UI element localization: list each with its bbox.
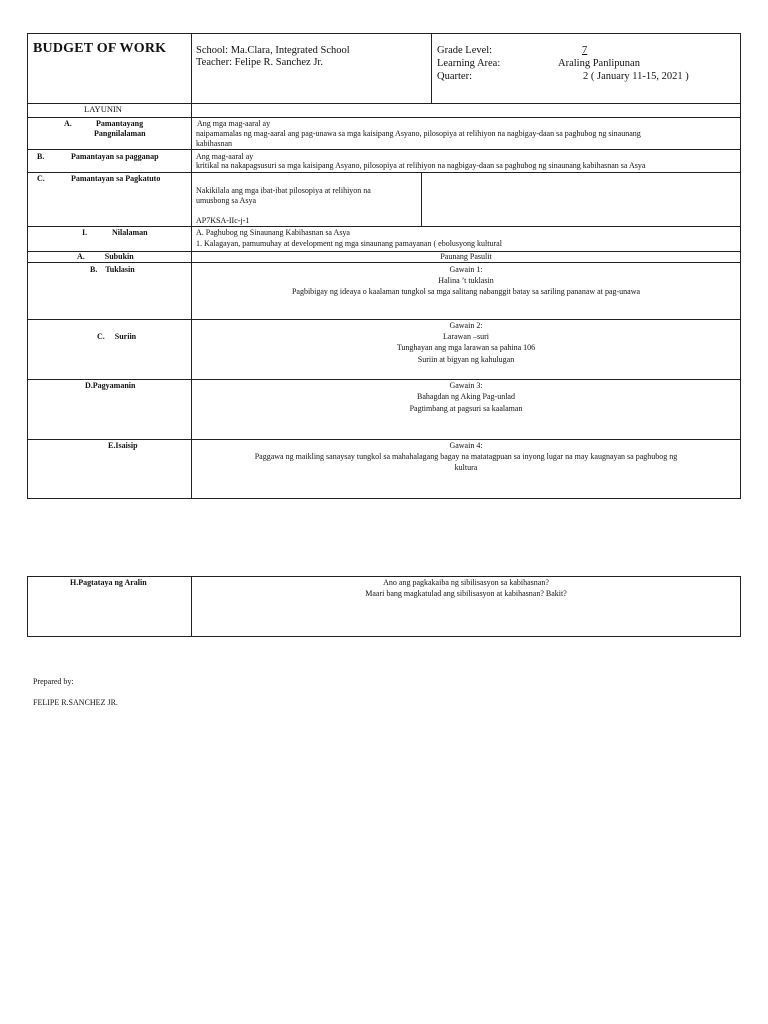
objective-b-letter: B. (37, 152, 45, 161)
prepared-by-label: Prepared by: (33, 677, 74, 686)
objective-c-text-1: Nakikilala ang mga ibat-ibat pilosopiya at relihiyon na (196, 186, 371, 195)
objective-c-letter: C. (37, 174, 45, 183)
section-subukin-text: Paunang Pasulit (440, 252, 492, 261)
row-sep (27, 172, 741, 173)
nilalaman-label: Nilalaman (112, 228, 148, 237)
objective-c-label: Pamantayan sa Pagkatuto (71, 174, 161, 183)
section-tuklasin-line: Gawain 1: (449, 265, 483, 274)
nilalaman-text-1: A. Paghubog ng Sinaunang Kabihasnan sa Asya (196, 228, 350, 237)
layunin-heading: LAYUNIN (84, 104, 122, 114)
objective-c-code: AP7KSA-IIc-j-1 (196, 216, 250, 225)
section-pagyamanin-line: Bahagdan ng Aking Pag-unlad (417, 392, 515, 401)
section-suriin-label: C. Suriin (97, 332, 137, 341)
school-name: School: Ma.Clara, Integrated School (196, 45, 350, 56)
assessment-question-1: Ano ang pagkakaiba ng sibilisasyon sa kabihasnan? (383, 578, 549, 587)
section-tuklasin-label: B. Tuklasin (90, 265, 135, 274)
section-tuklasin-line: Halina ’t tuklasin (438, 276, 494, 285)
objective-a-text-2: naipamamalas ng mag-aaral ang pag-unawa sa mga kaisipang Asyano, pilosopiya at relihiyon na nagbigay-daan sa paghubog ng sinaunang (196, 129, 641, 138)
row-sep (27, 149, 741, 150)
section-isaisip-line: kultura (454, 463, 478, 472)
objective-a-label-1: Pamantayang (96, 119, 144, 128)
section-pagyamanin-line: Pagtimbang at pagsuri sa kaalaman (409, 404, 523, 413)
preparer-name: FELIPE R.SANCHEZ JR. (33, 698, 118, 707)
objective-a-text-1: Ang mga mag-aaral ay (197, 119, 271, 128)
objective-c-extra-divider (421, 172, 422, 226)
quarter-label: Quarter: (437, 71, 472, 82)
learning-area-value: Araling Panlipunan (558, 58, 640, 69)
header-divider-2 (431, 33, 432, 104)
grade-level-value: 7 (582, 45, 588, 56)
quarter-value: 2 ( January 11-15, 2021 ) (583, 71, 689, 82)
grade-level-label: Grade Level: (437, 45, 493, 56)
objective-b-label: Pamantayan sa pagganap (71, 152, 159, 161)
section-suriin-line: Tunghayan ang mga larawan sa pahina 106 (396, 343, 536, 352)
section-pagyamanin-label: D.Pagyamanin (85, 381, 136, 390)
objective-c-text-2: umusbong sa Asya (196, 196, 256, 205)
row-sep (27, 439, 741, 440)
row-sep (27, 319, 741, 320)
header-divider-1 (191, 33, 192, 104)
assessment-label: H.Pagtataya ng Aralin (70, 578, 147, 587)
objective-a-label-2: Pangnilalaman (94, 129, 146, 138)
objective-a-text-3: kabihasnan (196, 139, 232, 148)
objective-b-text-1: Ang mag-aaral ay (196, 152, 254, 161)
document-title: BUDGET OF WORK (33, 41, 167, 56)
assessment-question-2: Maari bang magkatulad ang sibilisasyon at kabihasnan? Bakit? (365, 589, 567, 598)
row-sep (27, 226, 741, 227)
row-sep (27, 117, 741, 118)
objective-b-text-2: kritikal na nakapagsusuri sa mga kaisipang Asyano, pilosopiya at relihiyon na nagbigay-daan sa paghubog ng sinaunang kabihasnan sa Asya (196, 161, 646, 170)
section-isaisip-label: E.Isaisip (108, 441, 138, 450)
section-subukin-label: A. Subukin (77, 252, 134, 261)
section-pagyamanin-line: Gawain 3: (449, 381, 483, 390)
section-isaisip-line: Paggawa ng maikling sanaysay tungkol sa mahahalagang bagay na matatagpuan sa inyong lugar na may kaugnayan sa paghubog ng (254, 452, 678, 461)
row-sep (27, 379, 741, 380)
section-isaisip-line: Gawain 4: (449, 441, 483, 450)
objective-a-letter: A. (64, 119, 72, 128)
nilalaman-roman: I. (82, 228, 88, 237)
section-suriin-line: Suriin at bigyan ng kahulugan (417, 355, 515, 364)
section-tuklasin-line: Pagbibigay ng ideaya o kaalaman tungkol sa mga salitang nabanggit batay sa sariling pananaw at pag-unawa (291, 287, 641, 296)
teacher-name: Teacher: Felipe R. Sanchez Jr. (196, 57, 323, 68)
learning-area-label: Learning Area: (437, 58, 501, 69)
nilalaman-text-2: 1. Kalagayan, pamumuhay at development ng mga sinaunang pamayanan ( ebolusyong kultural (196, 239, 502, 248)
row-sep (27, 262, 741, 263)
section-suriin-line: Larawan –suri (443, 332, 489, 341)
section-suriin-line: Gawain 2: (449, 321, 483, 330)
